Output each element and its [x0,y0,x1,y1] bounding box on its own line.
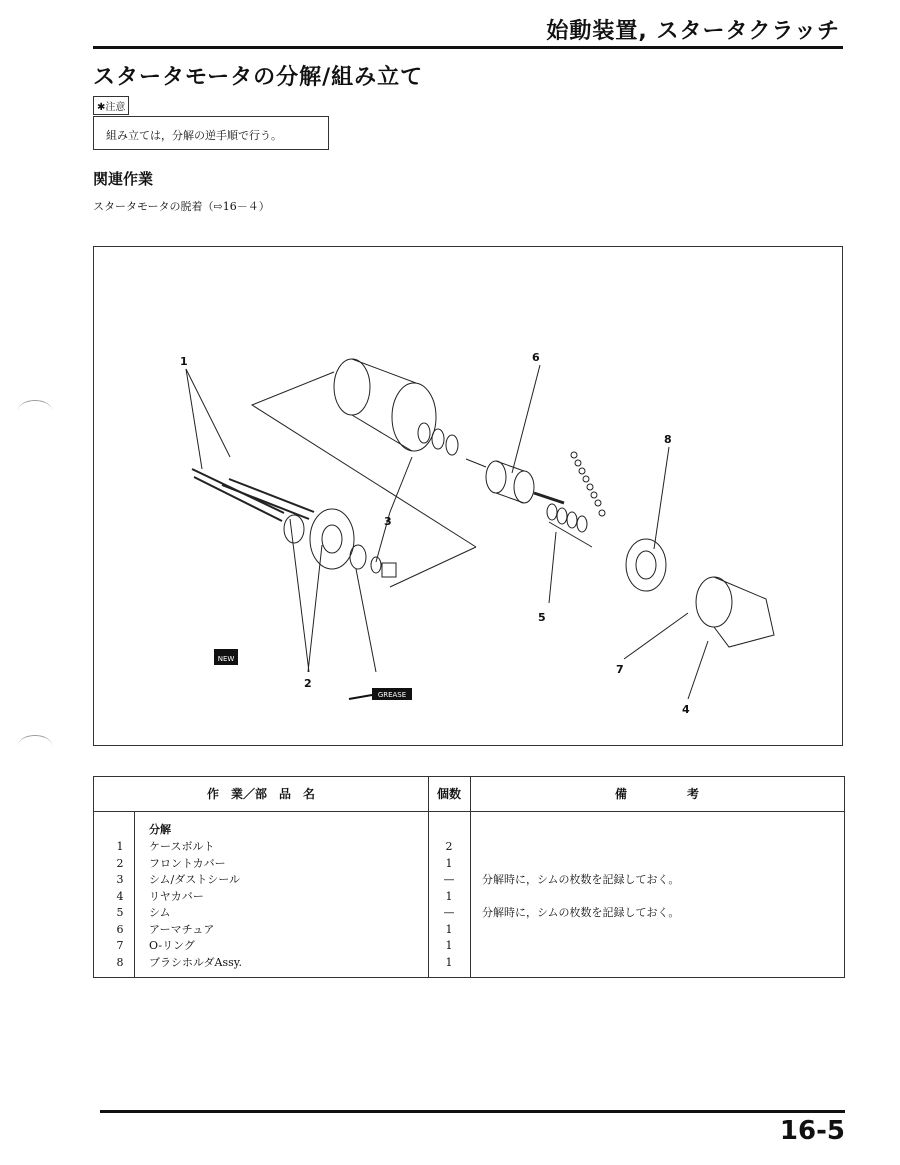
grease-label: GREASE [377,691,407,699]
table-cell-name: フロントカバー [149,856,226,870]
table-cell-name: リヤカバー [149,889,204,903]
parts-table [93,776,845,978]
table-cell-name: O-リング [149,939,195,952]
table-cell-remark: 分解時に，シムの枚数を記録しておく。 [482,906,680,919]
table-cell-no: 1 [116,840,124,853]
table-cell-qty: 1 [445,922,453,936]
binder-hole-mark [18,735,52,756]
callout-6: 6 [532,351,540,364]
table-cell-remark [482,954,832,971]
table-rule [94,811,844,812]
table-cell-name: シム/ダストシール [149,873,241,886]
callout-1: 1 [180,355,188,368]
exploded-diagram [93,246,843,746]
binder-hole-mark [18,400,52,421]
callout-7: 7 [616,663,624,676]
header-rule [93,46,843,49]
callout-4: 4 [682,703,690,716]
table-cell-remark [482,888,832,905]
related-work-heading: 関連作業 [93,170,154,188]
table-cell-no: 7 [116,939,124,952]
caution-tag [93,96,129,115]
section-header-title: 始動装置, スタータクラッチ [546,19,840,44]
table-cell-name: シム [149,906,171,919]
caution-tag-label: 注意 [105,102,126,113]
table-cell-remark [482,937,832,954]
callout-3: 3 [384,515,392,528]
new-label: NEW [217,655,235,663]
exploded-diagram-drawing [94,247,842,745]
table-cell-qty: 1 [445,955,453,969]
table-cell-no: 5 [116,906,124,919]
table-cell-no: 2 [116,856,124,870]
table-cell-qty: 1 [445,889,453,903]
group-label: 分解 [149,823,171,836]
table-cell-qty: 2 [445,840,453,853]
related-work-item: スタータモータの脱着（⇨16－４） [93,200,270,213]
caution-box [93,116,329,150]
header-qty: 個数 [436,787,461,801]
table-cell-remark [482,921,832,938]
star-icon: ✱ [97,102,106,113]
table-cell-remark [482,838,832,855]
table-rule [134,811,135,977]
callout-8: 8 [664,433,672,446]
table-cell-remark: 分解時に，シムの枚数を記録しておく。 [482,873,680,886]
table-cell-qty: — [443,873,455,886]
table-cell-no: 4 [116,889,124,903]
table-cell-no: 3 [116,873,124,886]
table-cell-name: アーマチュア [149,922,215,936]
callout-5: 5 [538,611,546,624]
caution-text: 組み立ては，分解の逆手順で行う。 [106,129,282,142]
table-cell-name: ケースボルト [149,840,215,853]
grease-icon [349,688,412,700]
callout-2: 2 [304,677,312,690]
table-cell-no: 8 [116,955,124,969]
footer-rule [100,1110,845,1113]
table-cell-qty: 1 [445,856,453,870]
table-cell-no: 6 [116,922,124,936]
header-operation: 作 業／部 品 名 [206,787,315,801]
new-part-icon [214,649,238,665]
table-cell-name: ブラシホルダAssy. [149,955,243,969]
table-cell-qty: 1 [445,939,453,952]
page-number: 16-5 [779,1116,845,1146]
page-title: スタータモータの分解/組み立て [93,65,424,90]
header-remarks: 備 考 [614,787,699,801]
table-cell-qty: — [443,906,455,919]
table-cell-remark [482,855,832,872]
